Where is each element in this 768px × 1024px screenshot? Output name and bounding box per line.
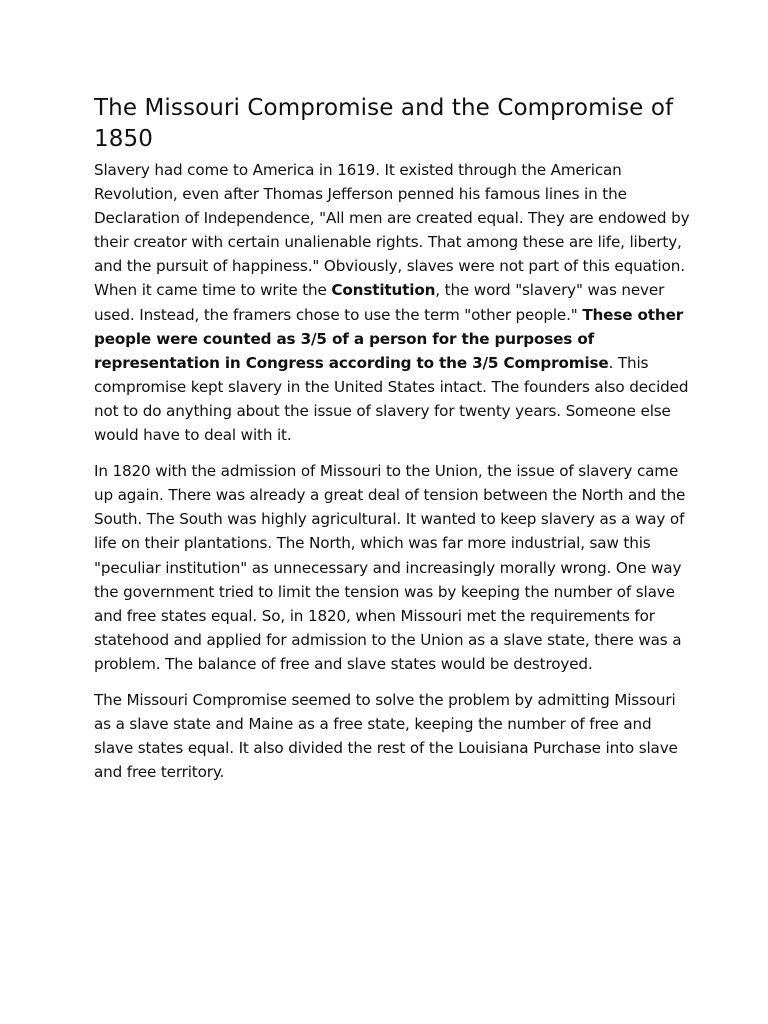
three-fifths-compromise-statement: These other people were counted as 3/5 of a person for the purposes of representation in Congress according to the 3/5 Compromise — [94, 305, 684, 372]
paragraph-missouri-admission: In 1820 with the admission of Missouri to the Union, the issue of slavery came up again. There was already a great deal of tension between the North and the South. The South was highly agricultural. It wanted to keep slavery as a way of life on their plantations. The North, which was far more industrial, saw this "peculiar institution" as unnecessary and increasingly morally wrong. One way the government tried to limit the tension was by keeping the number of slave and free states equal. So, in 1820, when Missouri met the requirements for statehood and applied for admission to the Union as a slave state, there was a problem. The balance of free and slave states would be destroyed. — [94, 462, 686, 673]
constitution-term: Constitution — [331, 281, 436, 300]
paragraph-slavery-history — [94, 158, 694, 447]
paragraph-1-intro: Slavery had come to America in 1619. It existed through the American Revolution, even after Thomas Jefferson penned his famous lines in the Declaration of Independence, "All men are created equal. They are endowed by their creator with certain unalienable rights. That among these are life, liberty, and the pursuit of happiness." Obviously, slaves were not part of this equation. When it came time to write the — [94, 161, 690, 300]
paragraph-1-middle: , the word "slavery" was never used. Instead, the framers chose to use the term "other people." — [94, 281, 665, 324]
paragraph-1-ending: . This compromise kept slavery in the United States intact. The founders also decided not to do anything about the issue of slavery for twenty years. Someone else would have to deal with it. — [94, 353, 689, 445]
document-page — [94, 93, 694, 784]
document-title: The Missouri Compromise and the Compromise of 1850 — [94, 95, 674, 152]
paragraph-missouri-compromise: The Missouri Compromise seemed to solve the problem by admitting Missouri as a slave state and Maine as a free state, keeping the number of free and slave states equal. It also divided the rest of the Louisiana Purchase into slave and free territory. — [94, 690, 678, 782]
